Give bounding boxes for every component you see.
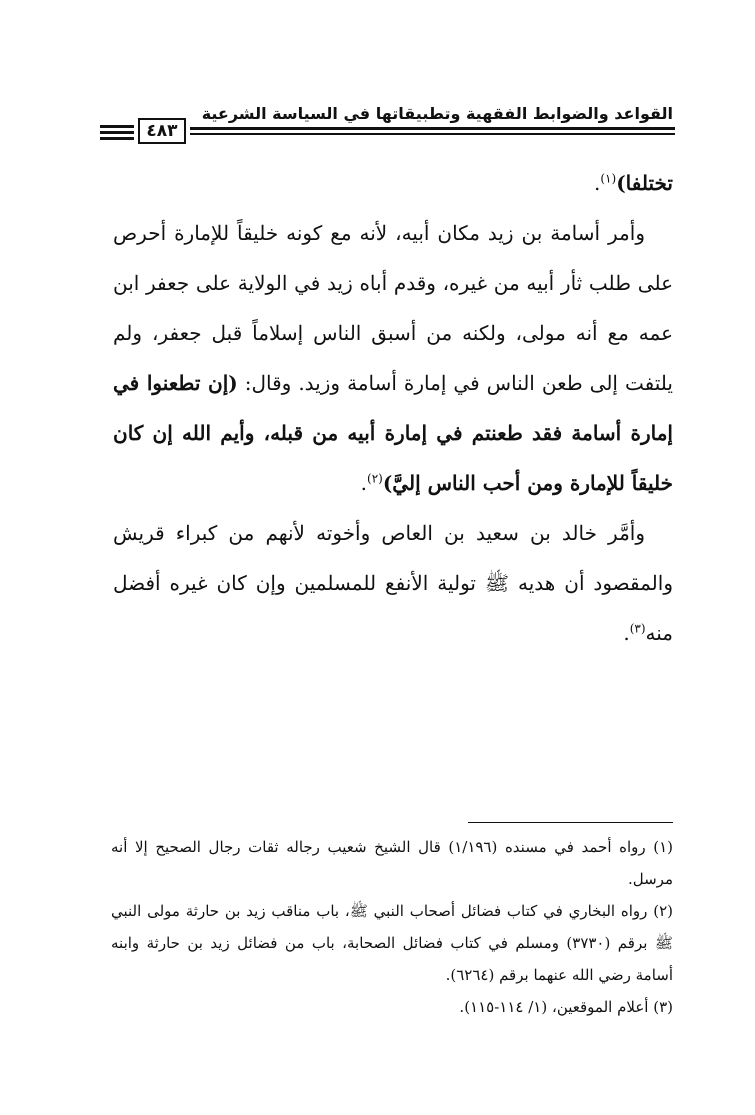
paragraph-1: [113, 158, 673, 208]
page-number: ٤٨٣: [138, 118, 186, 144]
paragraph-2: [113, 208, 673, 508]
paragraph-3-end: .: [623, 621, 630, 645]
header-rule-left-bottom: [100, 137, 134, 140]
footnotes: [111, 831, 673, 1023]
main-text: [113, 158, 673, 658]
paragraph-1-text: تختلفا): [616, 171, 673, 195]
header-rule-left-top: [100, 125, 134, 128]
footnote-ref-1: (١): [600, 171, 617, 186]
footnote-separator: [468, 822, 673, 823]
footnote-ref-2: (٢): [367, 471, 383, 486]
paragraph-1-end: .: [594, 171, 601, 195]
running-header-title: القواعد والضوابط الفقهية وتطبيقاتها في السياسة الشرعية: [201, 104, 673, 123]
footnote-2: (٢) رواه البخاري في كتاب فضائل أصحاب النبي ﷺ، باب مناقب زيد بن حارثة مولى النبي ﷺ برقم (٣٧٣٠) ومسلم في كتاب فضائل الصحابة، باب من فضائل زيد بن حارثة وابنه أسامة رضي الله عنهما برقم (٦٢٦٤).: [111, 902, 673, 984]
paragraph-2-end: .: [360, 471, 368, 495]
footnote-ref-3: (٣): [629, 621, 646, 636]
header-rule-left-mid: [100, 131, 134, 134]
header-rule-main: [190, 127, 675, 130]
header-rule-main-lower: [190, 133, 675, 135]
hadith-quote: (إن تطعنوا في إمارة أسامة فقد طعنتم في إمارة أبيه من قبله، وأيم الله إن كان خليقاً للإمارة ومن أحب الناس إليَّ): [113, 371, 673, 495]
paragraph-2-text: وأمر أسامة بن زيد مكان أبيه، لأنه مع كونه خليقاً للإمارة أحرص على طلب ثأر أبيه من غيره، وقدم أباه زيد في الولاية على جعفر ابن عمه مع أنه مولى، ولكنه من أسبق الناس إسلاماً قبل جعفر، ولم يلتفت إلى طعن الناس في إمارة أسامة وزيد. وقال:: [113, 221, 673, 395]
footnote-1: (١) رواه أحمد في مسنده (١/١٩٦) قال الشيخ شعيب رجاله ثقات رجال الصحيح إلا أنه مرسل.: [111, 838, 673, 888]
paragraph-3-text: وأمَّر خالد بن سعيد بن العاص وأخوته لأنهم من كبراء قريش والمقصود أن هديه ﷺ تولية الأنفع للمسلمين وإن كان غيره أفضل منه: [113, 521, 673, 645]
footnote-3: (٣) أعلام الموقعين، (١/ ١١٤-١١٥).: [459, 998, 673, 1016]
paragraph-3: [113, 508, 673, 658]
